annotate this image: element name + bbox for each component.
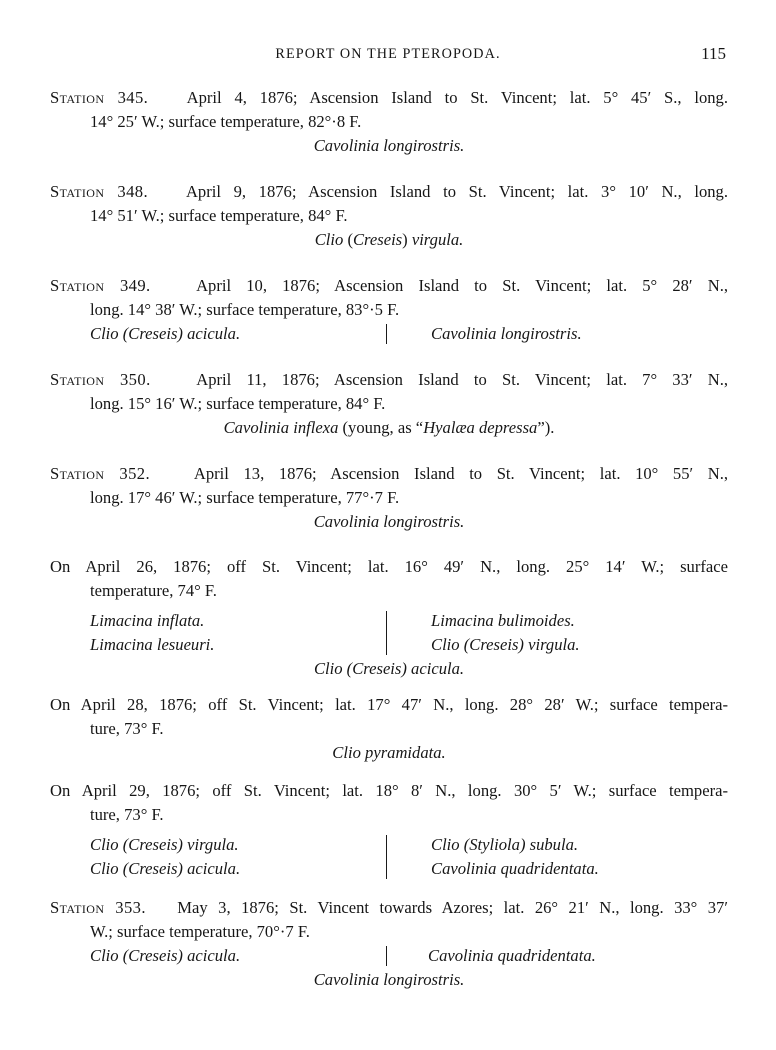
species-subgenus: Creseis <box>352 230 403 249</box>
species-columns <box>50 322 728 346</box>
species-genus: Clio <box>314 230 344 249</box>
entry-line-1 <box>50 368 728 392</box>
station-label: Station 353. <box>50 898 146 917</box>
species-right-1: Clio (Styliola) subula. <box>431 835 579 854</box>
april-29-entry <box>50 779 728 881</box>
entry-line-1: On April 29, 1876; off St. Vincent; lat. 18° 8′ N., long. 30° 5′ W.; surface tempera- <box>50 781 728 800</box>
species-left: Clio (Creseis) acicula. <box>90 324 241 343</box>
entry-line-2: ture, 73° F. <box>90 719 164 738</box>
april-28-entry <box>50 693 728 765</box>
station-345-entry <box>50 86 728 158</box>
page-number: 115 <box>701 44 726 63</box>
entry-line-2: long. 15° 16′ W.; surface temperature, 84° F. <box>90 394 386 413</box>
april-26-entry <box>50 555 728 681</box>
species-columns <box>50 944 728 968</box>
species-note: (young, as “ <box>342 418 424 437</box>
species-epithet: virgula. <box>411 230 464 249</box>
species-name: Clio pyramidata. <box>332 743 446 762</box>
species-columns <box>50 609 728 657</box>
entry-line-2: long. 17° 46′ W.; surface temperature, 77°·7 F. <box>90 488 400 507</box>
station-label: Station 348. <box>50 182 149 201</box>
entry-line-2: ture, 73° F. <box>90 805 164 824</box>
page-header <box>0 44 776 68</box>
species-right: Cavolinia longirostris. <box>431 324 582 343</box>
station-details: April 11, 1876; Ascension Island to St. Vincent; lat. 7° 33′ N., <box>196 370 728 389</box>
paren-open: ( <box>347 230 353 249</box>
station-details: April 10, 1876; Ascension Island to St. Vincent; lat. 5° 28′ N., <box>196 276 728 295</box>
entry-line-1 <box>50 896 728 920</box>
station-details: April 9, 1876; Ascension Island to St. Vincent; lat. 3° 10′ N., long. <box>185 182 728 201</box>
station-353-entry <box>50 896 728 992</box>
species-center: Cavolinia longirostris. <box>313 970 465 989</box>
station-details: April 4, 1876; Ascension Island to St. Vincent; lat. 5° 45′ S., long. <box>186 88 728 107</box>
entry-line-2: 14° 51′ W.; surface temperature, 84° F. <box>90 206 348 225</box>
entry-line-2: temperature, 74° F. <box>90 581 217 600</box>
paren-close: ) <box>402 230 408 249</box>
species-left-2: Limacina lesueuri. <box>90 635 215 654</box>
station-label: Station 349. <box>50 276 151 295</box>
species-main: Cavolinia inflexa <box>223 418 339 437</box>
species-name: Cavolinia longirostris. <box>313 512 465 531</box>
running-head: REPORT ON THE PTEROPODA. <box>275 46 501 62</box>
column-divider <box>386 946 387 966</box>
station-348-entry <box>50 180 728 252</box>
entry-line-1 <box>50 86 728 110</box>
species-left-1: Clio (Creseis) virgula. <box>90 835 239 854</box>
entry-line-1: On April 26, 1876; off St. Vincent; lat. 16° 49′ N., long. 25° 14′ W.; surface <box>50 557 728 576</box>
entry-line-1 <box>50 180 728 204</box>
entry-line-2: W.; surface temperature, 70°·7 F. <box>90 922 310 941</box>
species-right-2: Clio (Creseis) virgula. <box>431 635 580 654</box>
entry-line-2: 14° 25′ W.; surface temperature, 82°·8 F. <box>90 112 362 131</box>
species-name <box>50 416 728 440</box>
species-left: Clio (Creseis) acicula. <box>90 946 241 965</box>
entry-line-1: On April 28, 1876; off St. Vincent; lat. 17° 47′ N., long. 28° 28′ W.; surface tempera- <box>50 695 728 714</box>
species-center: Clio (Creseis) acicula. <box>313 659 465 678</box>
station-352-entry <box>50 462 728 534</box>
species-name <box>50 228 728 252</box>
station-details: May 3, 1876; St. Vincent towards Azores; lat. 26° 21′ N., long. 33° 37′ <box>177 898 728 917</box>
station-label: Station 350. <box>50 370 151 389</box>
column-divider <box>386 611 387 655</box>
species-left-2: Clio (Creseis) acicula. <box>90 859 241 878</box>
species-right-2: Cavolinia quadridentata. <box>431 859 599 878</box>
station-details: April 13, 1876; Ascension Island to St. Vincent; lat. 10° 55′ N., <box>193 464 729 483</box>
species-name: Cavolinia longirostris. <box>313 136 465 155</box>
station-label: Station 352. <box>50 464 151 483</box>
station-label: Station 345. <box>50 88 149 107</box>
station-350-entry <box>50 368 728 440</box>
species-note-end: ”). <box>537 418 555 437</box>
species-synonym: Hyalæa depressa <box>423 418 538 437</box>
species-right-1: Limacina bulimoides. <box>431 611 575 630</box>
column-divider <box>386 324 387 344</box>
species-left-1: Limacina inflata. <box>90 611 205 630</box>
station-349-entry <box>50 274 728 346</box>
species-columns <box>50 833 728 881</box>
species-right: Cavolinia quadridentata. <box>428 946 596 965</box>
entry-line-2: long. 14° 38′ W.; surface temperature, 83°·5 F. <box>90 300 400 319</box>
column-divider <box>386 835 387 879</box>
entry-line-1 <box>50 462 728 486</box>
entry-line-1 <box>50 274 728 298</box>
